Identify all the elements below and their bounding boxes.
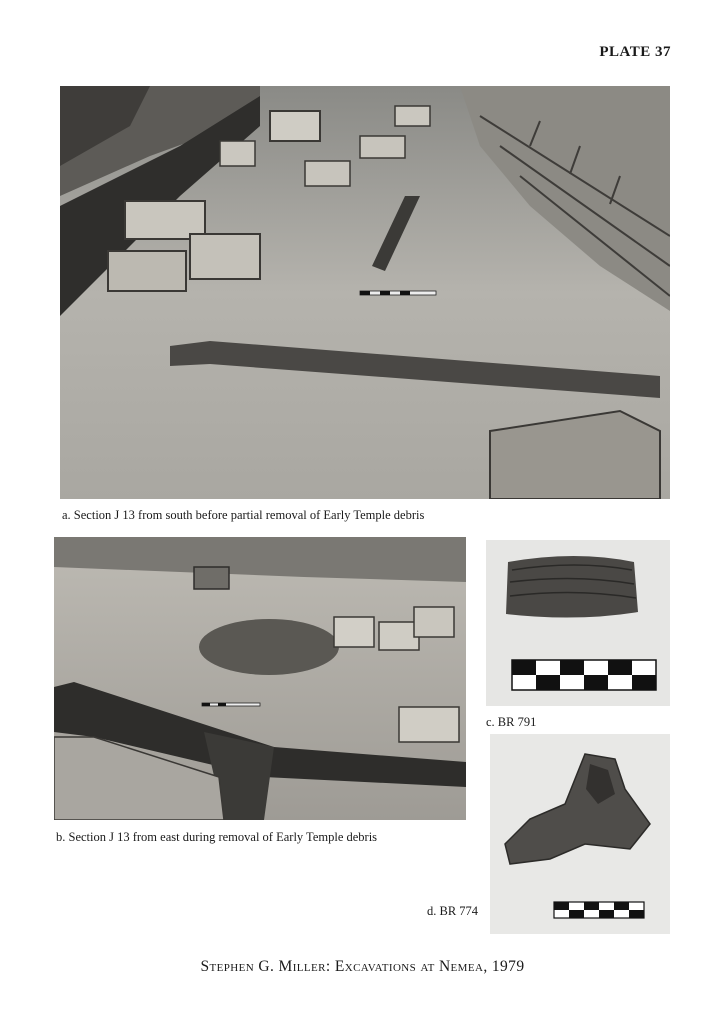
photo-c-br-791 — [486, 540, 670, 706]
footer-year: , 1979 — [483, 958, 525, 975]
caption-d: d. BR 774 — [427, 904, 479, 918]
footer-author: Stephen G. Miller — [200, 958, 326, 975]
photo-a-section-j13-south — [60, 86, 670, 499]
footer-separator: : — [325, 958, 331, 975]
caption-b: b. Section J 13 from east during removal of Early Temple debris — [56, 830, 378, 844]
photo-d-br-774 — [490, 734, 670, 934]
page-footer — [0, 958, 725, 976]
footer-title: Excavations at Nemea — [334, 958, 484, 975]
caption-a: a. Section J 13 from south before partial removal of Early Temple debris — [62, 508, 425, 522]
caption-c: c. BR 791 — [486, 715, 537, 729]
photo-b-section-j13-east — [54, 537, 466, 820]
plate-number: PLATE 37 — [599, 44, 671, 60]
